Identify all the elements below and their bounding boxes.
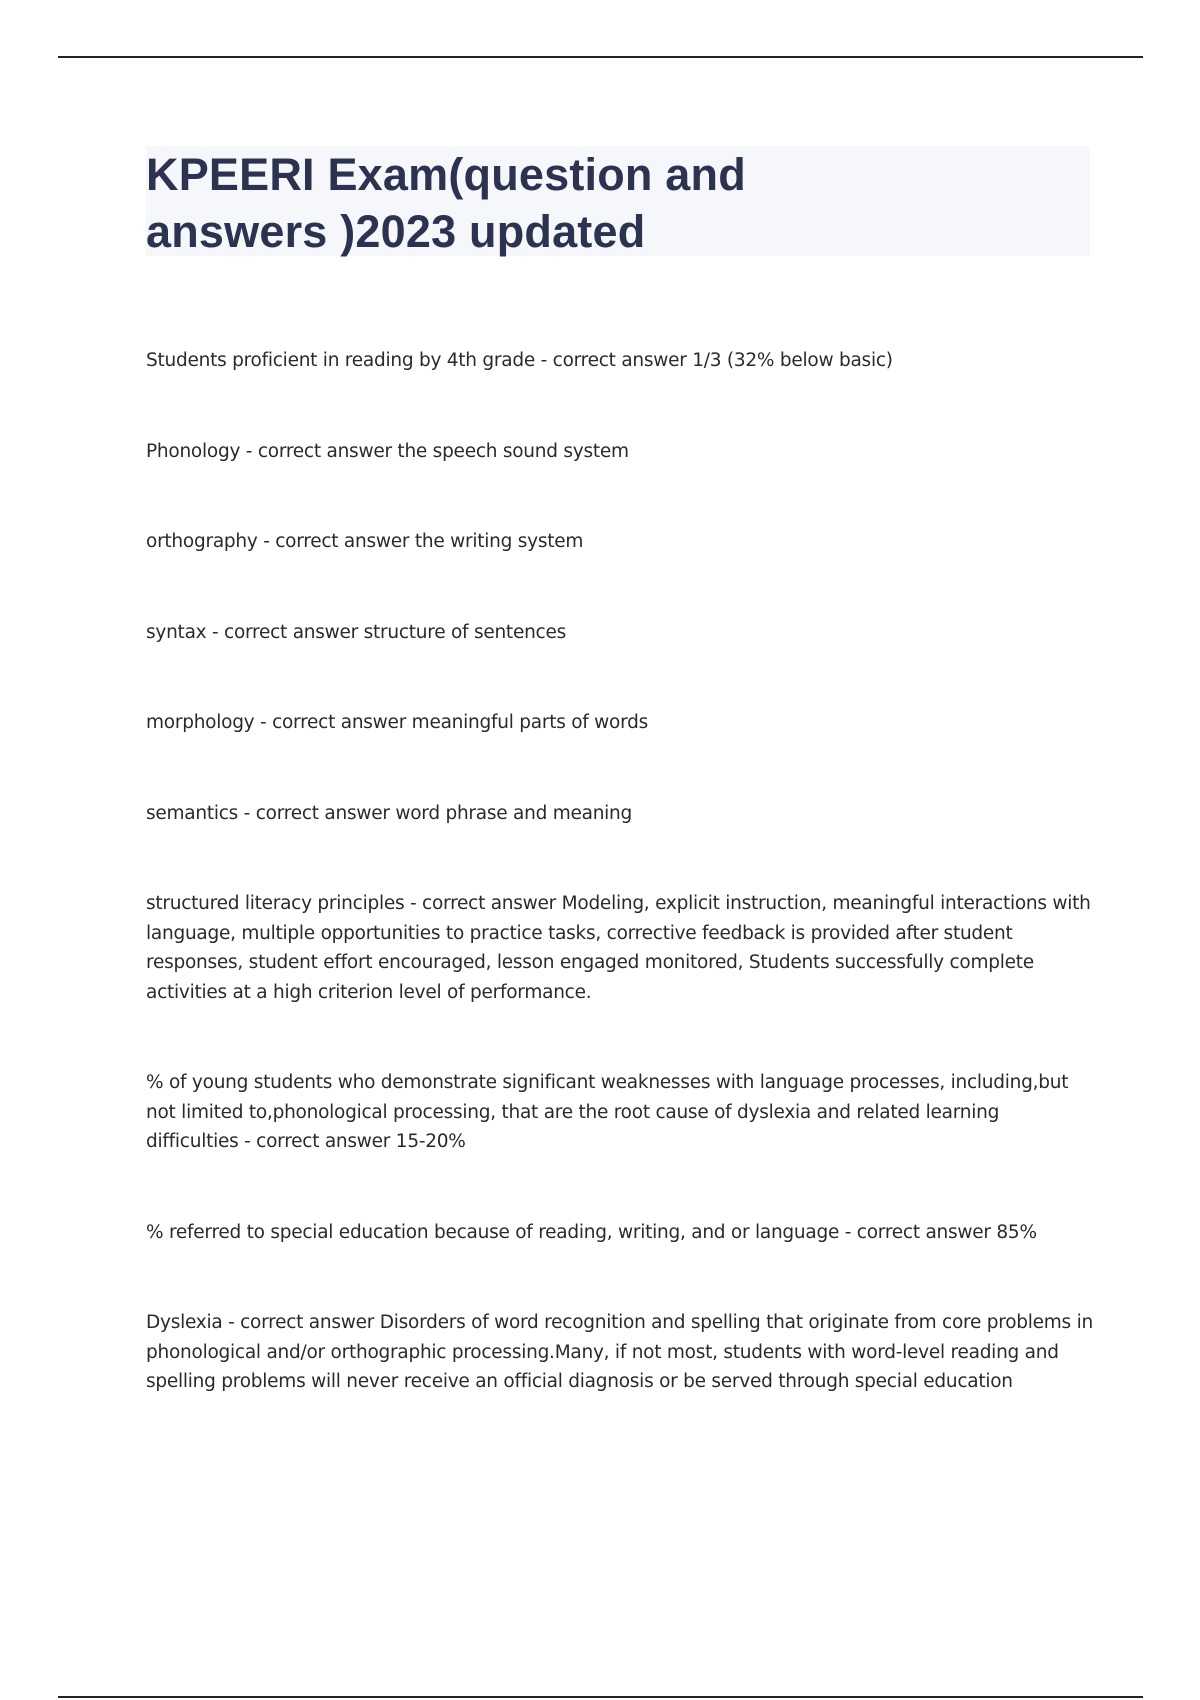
top-divider <box>58 56 1143 58</box>
qa-item-reading-proficiency: Students proficient in reading by 4th grade - correct answer 1/3 (32% below basic) <box>146 350 893 371</box>
qa-item-orthography: orthography - correct answer the writing system <box>146 531 584 552</box>
qa-list <box>146 346 1096 1458</box>
qa-item-structured-literacy: structured literacy principles - correct answer Modeling, explicit instruction, meaningful interactions with language, multiple opportunities to practice tasks, corrective feedback is provided after student responses, student effort encouraged, lesson engaged monitored, Students successfully complete activities at a high criterion level of performance. <box>146 893 1091 1003</box>
qa-item-language-weakness-percent: % of young students who demonstrate significant weaknesses with language processes, including,but not limited to,phonological processing, that are the root cause of dyslexia and related learning difficulties - correct answer 15-20% <box>146 1072 1069 1152</box>
qa-item-dyslexia: Dyslexia - correct answer Disorders of word recognition and spelling that originate from core problems in phonological and/or orthographic processing.Many, if not most, students with word-level reading and spelling problems will never receive an official diagnosis or be served through special education <box>146 1312 1093 1392</box>
qa-item-special-education-percent: % referred to special education because of reading, writing, and or language - correct answer 85% <box>146 1221 1037 1243</box>
bottom-divider <box>58 1696 1143 1698</box>
qa-item-syntax: syntax - correct answer structure of sentences <box>146 621 566 643</box>
title-banner <box>146 146 1090 256</box>
qa-item-morphology: morphology - correct answer meaningful parts of words <box>146 712 649 733</box>
qa-item-phonology: Phonology - correct answer the speech sound system <box>146 440 629 462</box>
qa-item-semantics: semantics - correct answer word phrase and meaning <box>146 802 633 824</box>
page-title: KPEERI Exam(question and answers )2023 updated <box>146 149 746 257</box>
